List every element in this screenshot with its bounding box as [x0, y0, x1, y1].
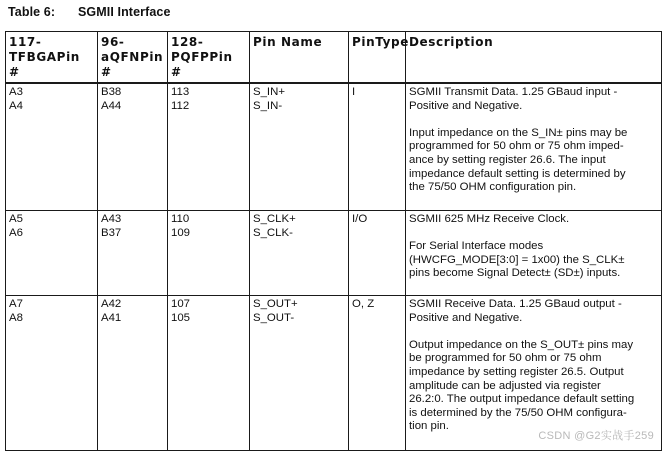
cell-pin-name: S_OUT+ S_OUT-: [250, 296, 349, 451]
cell-pin-name: S_CLK+ S_CLK-: [250, 211, 349, 296]
header-117-tfbga: 117-TFBGAPin #: [6, 32, 98, 84]
header-pin-name: Pin Name: [250, 32, 349, 84]
cell-tfbga: A5 A6: [6, 211, 98, 296]
cell-pin-name: S_IN+ S_IN-: [250, 83, 349, 211]
cell-description: SGMII Transmit Data. 1.25 GBaud input - Positive and Negative. Input impedance on the S_IN± pins may be programmed for 50 ohm or 75 ohm imped- ance by setting register 26.6. The input impedance default setting is determined by the 75/50 OHM configuration pin.: [406, 83, 662, 211]
table-row: [6, 83, 662, 211]
header-description: Description: [406, 32, 662, 84]
table-caption: [8, 5, 171, 19]
header-row: [6, 32, 662, 84]
cell-tfbga: A3 A4: [6, 83, 98, 211]
cell-description: SGMII Receive Data. 1.25 GBaud output - Positive and Negative. Output impedance on the S_OUT± pins may be programmed for 50 ohm or 75 ohm impedance by setting register 26.5. Output amplitude can be adjusted via register 26.2:0. The output impedance default setting is determined by the 75/50 OHM configura- tion pin.: [406, 296, 662, 451]
header-pin-type: PinType: [349, 32, 406, 84]
cell-pin-type: O, Z: [349, 296, 406, 451]
watermark: CSDN @G2实战手259: [538, 430, 654, 442]
header-128-pqfp: 128-PQFPPin #: [168, 32, 250, 84]
cell-pqfp: 107 105: [168, 296, 250, 451]
cell-aqfn: B38 A44: [98, 83, 168, 211]
cell-pin-type: I/O: [349, 211, 406, 296]
cell-aqfn: A43 B37: [98, 211, 168, 296]
header-96-aqfn: 96-aQFNPin #: [98, 32, 168, 84]
cell-aqfn: A42 A41: [98, 296, 168, 451]
table-number: Table 6:: [8, 5, 56, 19]
cell-pqfp: 110 109: [168, 211, 250, 296]
sgmii-interface-table: [5, 31, 662, 451]
cell-description: SGMII 625 MHz Receive Clock. For Serial Interface modes (HWCFG_MODE[3:0] = 1x00) the S_CLK± pins become Signal Detect± (SD±) inputs.: [406, 211, 662, 296]
table-row: [6, 211, 662, 296]
table-title: SGMII Interface: [78, 5, 171, 19]
cell-pin-type: I: [349, 83, 406, 211]
cell-pqfp: 113 112: [168, 83, 250, 211]
cell-tfbga: A7 A8: [6, 296, 98, 451]
